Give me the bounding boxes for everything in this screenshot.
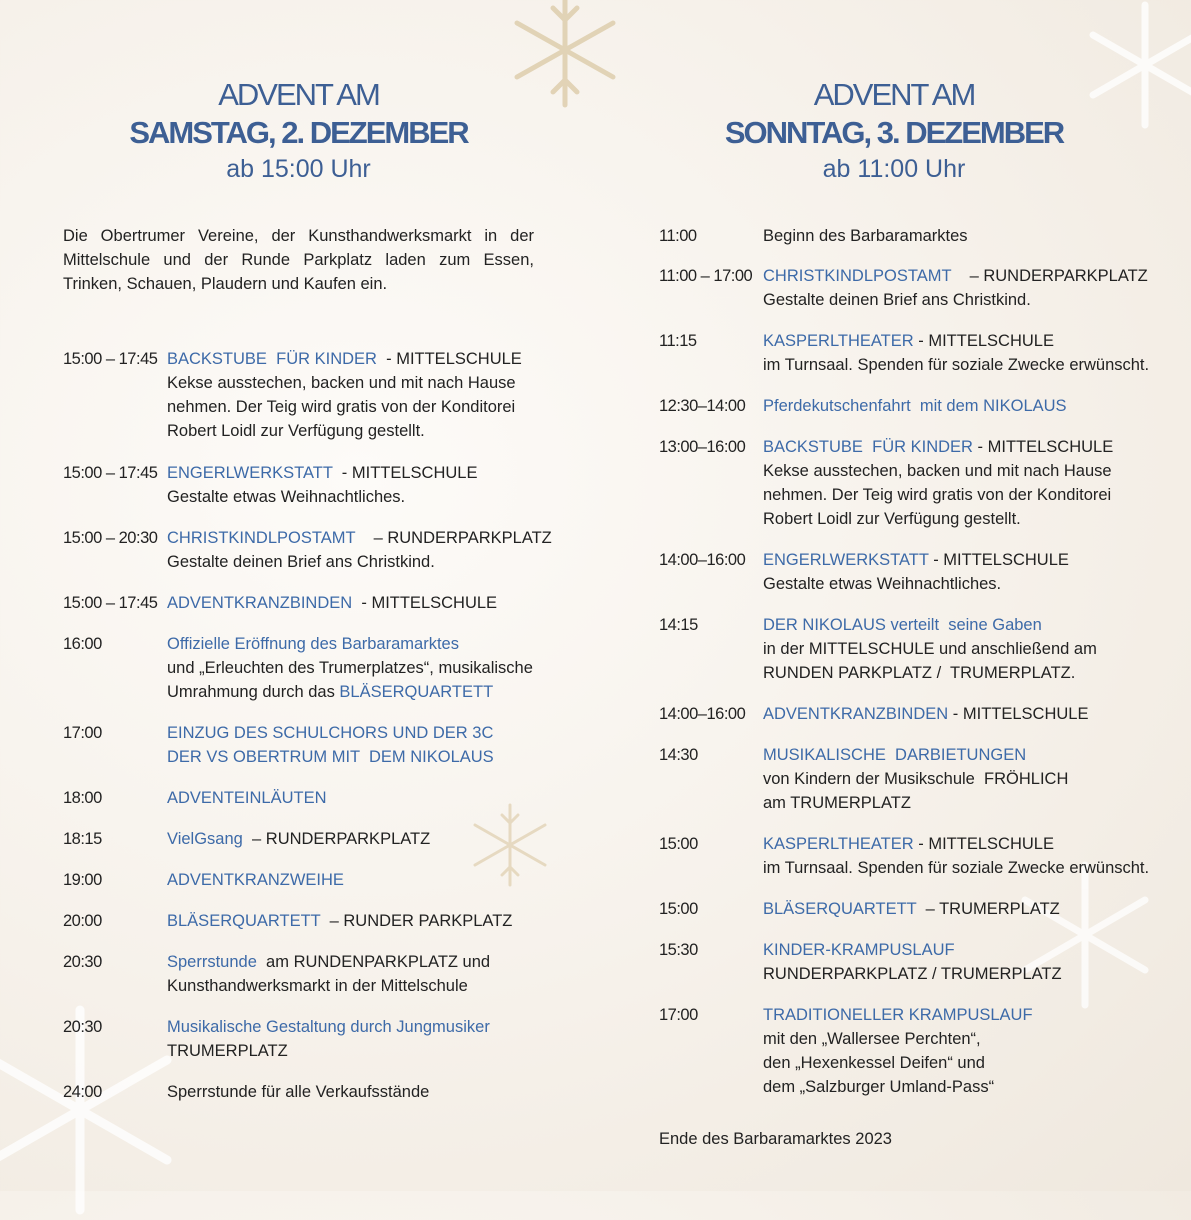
- event-line: [167, 868, 344, 892]
- event-highlight: DER NIKOLAUS verteilt seine Gaben: [763, 616, 1042, 634]
- event-text: Gestalte deinen Brief ans Christkind.: [167, 553, 435, 571]
- event-line: [763, 743, 1068, 767]
- event-line: [763, 483, 1113, 507]
- event-description: [763, 435, 1113, 531]
- event-highlight: Sperrstunde: [167, 953, 257, 971]
- event-description: [167, 909, 512, 933]
- event-highlight: CHRISTKINDLPOSTAMT: [763, 267, 952, 285]
- schedule-row: [63, 950, 490, 998]
- event-description: [167, 526, 552, 574]
- schedule-row: [63, 347, 522, 443]
- saturday-intro: Die Obertrumer Vereine, der Kunsthandwerksmarkt in der Mittelschule und der Runde Parkplatz laden zum Essen, Trinken, Schauen, Plaudern und Kaufen ein.: [63, 227, 534, 293]
- event-line: [763, 572, 1069, 596]
- event-line: [167, 347, 522, 371]
- event-text: im Turnsaal. Spenden für soziale Zwecke erwünscht.: [763, 356, 1150, 374]
- event-text: - MITTELSCHULE: [376, 350, 522, 368]
- event-description: [763, 264, 1148, 312]
- snowflake-icon: [465, 800, 555, 890]
- schedule-row: [63, 909, 512, 933]
- event-text: Kunsthandwerksmarkt in der Mittelschule: [167, 977, 468, 995]
- event-text: TRUMERPLATZ: [167, 1042, 288, 1060]
- event-highlight: KASPERLTHEATER: [763, 332, 914, 350]
- event-line: [763, 832, 1149, 856]
- event-text: RUNDERPARKPLATZ / TRUMERPLATZ: [763, 965, 1062, 983]
- event-line: [763, 435, 1113, 459]
- event-description: [763, 1003, 1033, 1099]
- event-line: [763, 856, 1149, 880]
- event-text: Robert Loidl zur Verfügung gestellt.: [167, 422, 425, 440]
- event-text: – TRUMERPLATZ: [916, 900, 1060, 918]
- market-ending-note: Ende des Barbaramarktes 2023: [659, 1130, 892, 1148]
- event-line: [167, 371, 522, 395]
- event-time: 15:00 – 17:45: [63, 594, 158, 612]
- event-line: [763, 661, 1097, 685]
- schedule-row: [659, 938, 1062, 986]
- event-time: 11:15: [659, 332, 697, 350]
- event-highlight: KASPERLTHEATER: [763, 835, 914, 853]
- sunday-header: [597, 76, 1191, 186]
- event-description: [167, 1080, 429, 1104]
- event-text: - MITTELSCHULE: [913, 332, 1054, 350]
- event-description: [167, 950, 490, 998]
- schedule-row: [659, 832, 1149, 880]
- schedule-row: [659, 613, 1097, 685]
- event-description: [763, 613, 1097, 685]
- event-highlight: BLÄSERQUARTETT: [339, 683, 494, 701]
- event-line: [763, 1003, 1033, 1027]
- event-line: [167, 1015, 490, 1039]
- event-description: [763, 743, 1068, 815]
- event-line: [763, 548, 1069, 572]
- event-text: Umrahmung durch das: [167, 683, 340, 701]
- event-line: [763, 897, 1060, 921]
- event-line: [763, 938, 1062, 962]
- event-time: 12:30–14:00: [659, 397, 746, 415]
- schedule-row: [63, 591, 497, 615]
- event-text: von Kindern der Musikschule FRÖHLICH: [763, 770, 1069, 788]
- event-line: [763, 1027, 1033, 1051]
- event-time: 13:00–16:00: [659, 438, 746, 456]
- event-time: 18:15: [63, 830, 102, 848]
- event-description: [167, 721, 494, 769]
- event-text: Gestalte deinen Brief ans Christkind.: [763, 291, 1031, 309]
- sunday-heading-time: ab 11:00 Uhr: [822, 155, 966, 183]
- event-text: - MITTELSCHULE: [332, 464, 478, 482]
- event-description: [167, 591, 497, 615]
- event-time: 11:00: [659, 227, 697, 245]
- event-text: Gestalte etwas Weihnachtliches.: [167, 488, 406, 506]
- saturday-header: [0, 76, 597, 186]
- event-description: [167, 461, 478, 509]
- event-description: [763, 548, 1069, 596]
- event-time: 17:00: [659, 1006, 698, 1024]
- event-text: im Turnsaal. Spenden für soziale Zwecke erwünscht.: [763, 859, 1150, 877]
- event-highlight: DER VS OBERTRUM MIT DEM NIKOLAUS: [167, 748, 494, 766]
- event-line: [167, 461, 478, 485]
- event-highlight: BACKSTUBE FÜR KINDER: [763, 438, 973, 456]
- event-description: [763, 224, 968, 248]
- schedule-row: [63, 786, 327, 810]
- event-highlight: Offizielle Eröffnung des Barbaramarktes: [167, 635, 459, 653]
- event-line: [763, 224, 968, 248]
- event-time: 17:00: [63, 724, 102, 742]
- event-time: 20:30: [63, 953, 102, 971]
- sunday-heading-line1: ADVENT AM: [813, 77, 975, 112]
- event-description: [167, 786, 327, 810]
- event-line: [763, 329, 1149, 353]
- event-text: nehmen. Der Teig wird gratis von der Konditorei: [167, 398, 516, 416]
- event-text: – RUNDER PARKPLATZ: [320, 912, 513, 930]
- event-description: [763, 938, 1062, 986]
- event-line: [763, 394, 1067, 418]
- event-time: 19:00: [63, 871, 102, 889]
- event-line: [167, 526, 552, 550]
- event-time: 16:00: [63, 635, 102, 653]
- event-text: mit den „Wallersee Perchten“,: [763, 1030, 981, 1048]
- schedule-row: [659, 897, 1060, 921]
- event-highlight: Musikalische Gestaltung durch Jungmusiker: [167, 1018, 490, 1036]
- event-line: [167, 395, 522, 419]
- event-description: [763, 329, 1149, 377]
- event-text: - MITTELSCHULE: [928, 551, 1069, 569]
- saturday-heading-time: ab 15:00 Uhr: [226, 155, 371, 183]
- event-text: - MITTELSCHULE: [913, 835, 1054, 853]
- event-text: am TRUMERPLATZ: [763, 794, 911, 812]
- event-highlight: ENGERLWERKSTATT: [167, 464, 333, 482]
- event-description: [167, 827, 430, 851]
- schedule-row: [659, 264, 1148, 312]
- event-text: Kekse ausstechen, backen und mit nach Hause: [763, 462, 1112, 480]
- event-time: 14:15: [659, 616, 698, 634]
- event-time: 15:00: [659, 900, 698, 918]
- schedule-row: [659, 702, 1088, 726]
- saturday-heading-line1: ADVENT AM: [218, 77, 379, 112]
- schedule-row: [63, 1015, 490, 1063]
- event-text: – RUNDERPARKPLATZ: [355, 529, 552, 547]
- event-text: – RUNDERPARKPLATZ: [951, 267, 1148, 285]
- event-time: 15:00: [659, 835, 698, 853]
- event-description: [167, 347, 522, 443]
- event-highlight: ADVENTEINLÄUTEN: [167, 789, 327, 807]
- event-line: [763, 1075, 1033, 1099]
- event-description: [763, 897, 1060, 921]
- schedule-row: [659, 329, 1149, 377]
- event-line: [763, 702, 1088, 726]
- event-line: [167, 591, 497, 615]
- event-highlight: ADVENTKRANZBINDEN: [167, 594, 353, 612]
- event-highlight: ADVENTKRANZBINDEN: [763, 705, 949, 723]
- event-line: [167, 786, 327, 810]
- schedule-row: [63, 461, 478, 509]
- event-text: - MITTELSCHULE: [972, 438, 1114, 456]
- event-description: [167, 632, 533, 704]
- event-line: [167, 721, 494, 745]
- event-description: [763, 394, 1067, 418]
- event-highlight: Pferdekutschenfahrt mit dem NIKOLAUS: [763, 397, 1067, 415]
- snowflake-icon: [1010, 860, 1160, 1010]
- event-line: [167, 974, 490, 998]
- schedule-row: [659, 224, 968, 248]
- event-line: [763, 613, 1097, 637]
- event-line: [763, 353, 1149, 377]
- event-highlight: VielGsang: [167, 830, 243, 848]
- event-line: [763, 264, 1148, 288]
- event-time: 15:00 – 20:30: [63, 529, 158, 547]
- event-highlight: ENGERLWERKSTATT: [763, 551, 929, 569]
- event-line: [763, 767, 1068, 791]
- event-text: am RUNDENPARKPLATZ und: [256, 953, 491, 971]
- event-highlight: MUSIKALISCHE DARBIETUNGEN: [763, 746, 1027, 764]
- event-time: 14:00–16:00: [659, 551, 746, 569]
- schedule-row: [63, 868, 344, 892]
- event-line: [167, 656, 533, 680]
- event-description: [763, 702, 1088, 726]
- event-text: - MITTELSCHULE: [948, 705, 1089, 723]
- event-line: [167, 1039, 490, 1063]
- event-time: 24:00: [63, 1083, 102, 1101]
- saturday-heading-date: SAMSTAG, 2. DEZEMBER: [129, 115, 468, 150]
- event-line: [167, 1080, 429, 1104]
- event-line: [167, 550, 552, 574]
- event-text: – RUNDERPARKPLATZ: [242, 830, 431, 848]
- event-text: Robert Loidl zur Verfügung gestellt.: [763, 510, 1021, 528]
- event-line: [167, 680, 533, 704]
- event-line: [167, 950, 490, 974]
- event-line: [763, 459, 1113, 483]
- event-line: [167, 419, 522, 443]
- event-time: 20:00: [63, 912, 102, 930]
- schedule-row: [659, 743, 1068, 815]
- event-text: Sperrstunde für alle Verkaufsstände: [167, 1083, 430, 1101]
- event-highlight: ADVENTKRANZWEIHE: [167, 871, 344, 889]
- event-text: Beginn des Barbaramarktes: [763, 227, 968, 245]
- event-description: [763, 832, 1149, 880]
- event-description: [167, 1015, 490, 1063]
- schedule-row: [659, 394, 1067, 418]
- schedule-row: [659, 1003, 1033, 1099]
- event-text: - MITTELSCHULE: [352, 594, 498, 612]
- event-line: [763, 637, 1097, 661]
- event-line: [167, 909, 512, 933]
- event-highlight: CHRISTKINDLPOSTAMT: [167, 529, 356, 547]
- event-text: nehmen. Der Teig wird gratis von der Konditorei: [763, 486, 1112, 504]
- event-time: 20:30: [63, 1018, 102, 1036]
- event-time: 14:00–16:00: [659, 705, 746, 723]
- schedule-row: [63, 1080, 429, 1104]
- event-description: [167, 868, 344, 892]
- event-highlight: BACKSTUBE FÜR KINDER: [167, 350, 377, 368]
- schedule-row: [659, 435, 1113, 531]
- event-text: Kekse ausstechen, backen und mit nach Hause: [167, 374, 516, 392]
- schedule-row: [63, 632, 533, 704]
- event-time: 15:30: [659, 941, 698, 959]
- event-line: [167, 632, 533, 656]
- event-line: [763, 962, 1062, 986]
- event-line: [763, 791, 1068, 815]
- event-text: Gestalte etwas Weihnachtliches.: [763, 575, 1002, 593]
- event-time: 18:00: [63, 789, 102, 807]
- event-line: [763, 1051, 1033, 1075]
- event-line: [167, 485, 478, 509]
- event-time: 14:30: [659, 746, 698, 764]
- schedule-row: [63, 526, 552, 574]
- event-highlight: TRADITIONELLER KRAMPUSLAUF: [763, 1006, 1033, 1024]
- event-time: 15:00 – 17:45: [63, 464, 158, 482]
- schedule-row: [659, 548, 1069, 596]
- event-highlight: BLÄSERQUARTETT: [167, 912, 321, 930]
- event-text: in der MITTELSCHULE und anschließend am: [763, 640, 1097, 658]
- schedule-row: [63, 827, 430, 851]
- event-line: [763, 288, 1148, 312]
- event-highlight: KINDER-KRAMPUSLAUF: [763, 941, 955, 959]
- event-line: [167, 745, 494, 769]
- event-highlight: EINZUG DES SCHULCHORS UND DER 3C: [167, 724, 494, 742]
- event-time: 15:00 – 17:45: [63, 350, 158, 368]
- event-time: 11:00 – 17:00: [659, 267, 753, 285]
- sunday-heading-date: SONNTAG, 3. DEZEMBER: [724, 115, 1064, 150]
- schedule-row: [63, 721, 494, 769]
- event-text: und „Erleuchten des Trumerplatzes“, musikalische: [167, 659, 533, 677]
- event-text: dem „Salzburger Umland-Pass“: [763, 1078, 995, 1096]
- event-text: den „Hexenkessel Deifen“ und: [763, 1054, 985, 1072]
- event-text: RUNDEN PARKPLATZ / TRUMERPLATZ.: [763, 664, 1076, 682]
- event-line: [763, 507, 1113, 531]
- event-line: [167, 827, 430, 851]
- event-highlight: BLÄSERQUARTETT: [763, 900, 917, 918]
